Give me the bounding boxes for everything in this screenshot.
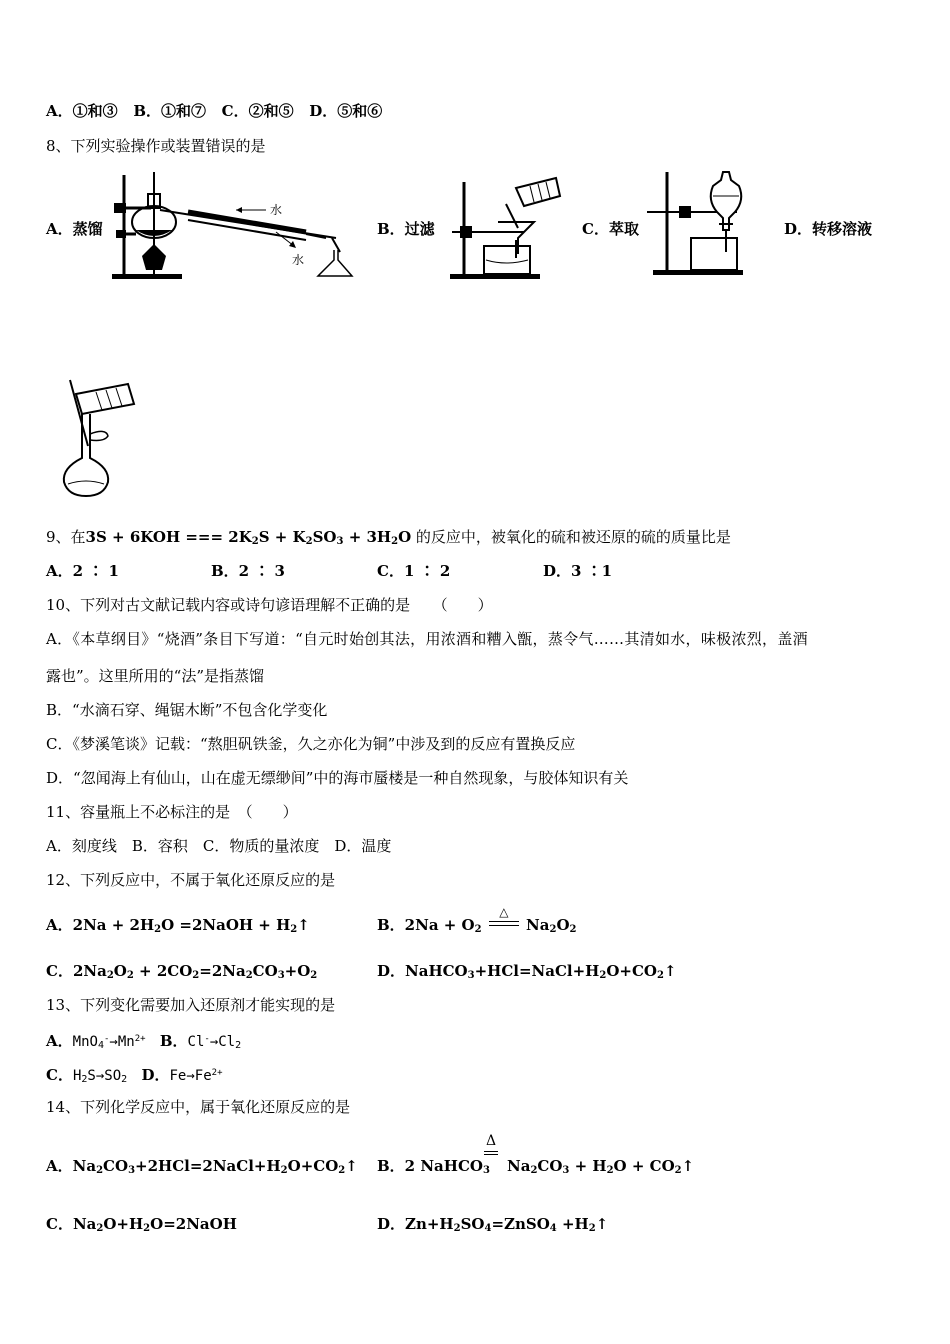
q13-options-cd: C．$H_2S\to SO_2$ D．$Fe\to Fe^{2+}$ [46, 1066, 223, 1085]
q10-option-a-line1: A．《本草纲目》“烧酒”条目下写道：“自元时始创其法，用浓酒和糟入甑，蒸令气……其清如水，味极浓烈，盖酒 [46, 630, 808, 648]
q9-number: 9、在 [46, 528, 86, 546]
transfer-solution-figure [56, 376, 142, 500]
q8-option-c: C．萃取 [582, 220, 639, 238]
q14-option-b: B．2 NaHCO$_3$ [377, 1157, 490, 1176]
q9-option-d: D．3 ∶1 [543, 562, 613, 580]
water-inlet-label: 水 [270, 203, 283, 217]
water-outlet-label: 水 [292, 253, 305, 267]
q8-option-a: A．蒸馏 [46, 220, 103, 238]
q9-question-text: 的反应中，被氧化的硫和被还原的硫的质量比是 [411, 528, 731, 546]
q9-eq-sub: 2 [251, 536, 259, 547]
q10-option-a-line2: 露也”。这里所用的“法”是指蒸馏 [46, 667, 265, 685]
filtration-apparatus-figure [446, 174, 568, 280]
q8-option-b: B．过滤 [377, 220, 435, 238]
q14-option-d: D．$Zn+H_2SO_4=ZnSO_4$ $+H_2↑$ [377, 1215, 609, 1234]
delta-mark: △ [499, 905, 509, 919]
q9-eq-part: SO [312, 528, 337, 546]
q11-stem: 11、容量瓶上不必标注的是 （ ） [46, 803, 298, 821]
q14-option-b-products: $Na_2CO_3 + H_2O$ + $CO_2↑$ [507, 1157, 695, 1176]
q9-eq-part: S + K [258, 528, 306, 546]
q9-eq-part: O [398, 528, 412, 546]
q12-option-b: B．$2Na + O_2$ △ $Na_2O_2$ [377, 915, 577, 940]
q8-option-d: D．转移溶液 [784, 220, 873, 238]
q9-option-c: C．1 ∶ 2 [377, 562, 451, 580]
q10-option-c: C．《梦溪笔谈》记载：“熬胆矾铁釜，久之亦化为铜”中涉及到的反应有置换反应 [46, 735, 576, 753]
q13-options-ab: A．$MnO_4^-\to Mn^{2+}$ B．$Cl^-\to Cl_2$ [46, 1032, 242, 1051]
q9-eq-sub: 3 [336, 536, 344, 547]
q14-option-a: A．$Na_2CO_3+2HCl=2NaCl+H_2O+CO_2↑$ [46, 1157, 358, 1176]
q12-stem: 12、下列反应中，不属于氧化还原反应的是 [46, 871, 336, 889]
q13-stem: 13、下列变化需要加入还原剂才能实现的是 [46, 996, 336, 1014]
q9-eq-part: + 3H [343, 528, 392, 546]
q10-option-d: D．“忽闻海上有仙山，山在虚无缥缈间”中的海市蜃楼是一种自然现象，与胶体知识有关 [46, 769, 629, 787]
q14-option-c: C．$Na_2O+H_2O=2NaOH$ [46, 1215, 237, 1234]
q9-eq-sub: 2 [391, 536, 399, 547]
q9-option-a: A．2 ∶ 1 [46, 562, 119, 580]
q14-stem: 14、下列化学反应中，属于氧化还原反应的是 [46, 1098, 351, 1116]
q8-stem: 8、下列实验操作或装置错误的是 [46, 137, 266, 155]
q14-equals-line-bottom [484, 1154, 498, 1155]
extraction-apparatus-figure [647, 168, 759, 278]
heating-equals-sign [487, 905, 521, 936]
q10-option-b: B．“水滴石穿、绳锯木断”不包含化学变化 [46, 701, 328, 719]
q7-option-c: C．②和⑤ [221, 102, 294, 120]
q7-options [46, 101, 382, 121]
q12-option-c: C．$2Na_2O_2 + 2CO_2=2Na_2CO_3+O_2$ [46, 962, 318, 981]
q7-option-d: D．⑤和⑥ [309, 102, 383, 120]
q7-option-a: A．①和③ [46, 102, 118, 120]
distillation-apparatus-figure [106, 170, 364, 282]
q14-delta-mark: Δ [485, 1133, 497, 1149]
q9-option-b: B．2 ∶ 3 [211, 562, 285, 580]
q9-eq-sub: 2 [305, 536, 313, 547]
q9-stem [46, 527, 731, 552]
q11-options: A．刻度线 B．容积 C．物质的量浓度 D．温度 [46, 837, 392, 855]
q14-equals-line-top [484, 1151, 498, 1152]
q12-option-d: D．$NaHCO_3+HCl=NaCl+H_2O+CO_2↑$ [377, 962, 677, 981]
q9-eq-part: 3S + 6KOH === 2K [85, 528, 252, 546]
q7-option-b: B．①和⑦ [133, 102, 206, 120]
q10-stem: 10、下列对古文献记载内容或诗句谚语理解不正确的是 （ ） [46, 596, 493, 614]
q12-option-a: A．$2Na + 2H_2O$ =2NaOH + $H_2↑$ [46, 916, 310, 935]
